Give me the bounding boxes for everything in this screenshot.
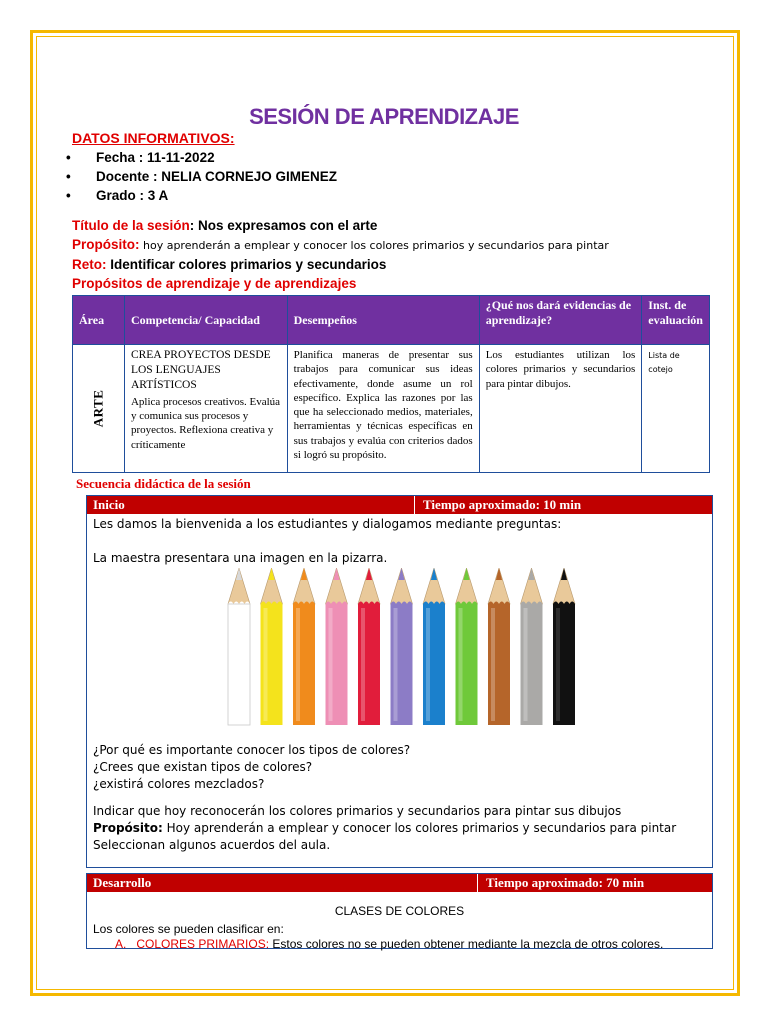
evidencias-cell: Los estudiantes utilizan los colores primarios y secundarios para pintar dibujos. [479, 345, 642, 473]
instrumento-cell [642, 345, 710, 473]
proposito-inicio-value: Hoy aprenderán a emplear y conocer los colores primarios y secundarios para pintar [162, 821, 677, 835]
pencil-icon [488, 568, 510, 725]
pencil-icon [423, 568, 445, 725]
table-header-row [73, 296, 710, 345]
clasificar-text: Los colores se pueden clasificar en: [93, 922, 284, 936]
primarios-item [93, 937, 706, 952]
pencil-icon [228, 568, 250, 725]
datos-item-grado: • Grado : 3 A [64, 186, 337, 205]
reto-label: Reto: [72, 257, 107, 272]
competencia-title: CREA PROYECTOS DESDE LOS LENGUAJES ARTÍSTICOS [130, 349, 271, 391]
desarrollo-body [87, 892, 712, 954]
question-item: ¿existirá colores mezclados? [93, 777, 265, 791]
proposito-line [72, 237, 609, 252]
page-title: SESIÓN DE APRENDIZAJE [249, 104, 519, 129]
pencil-icon [553, 568, 575, 725]
titulo-value: : Nos expresamos con el arte [189, 218, 378, 233]
header-evidencias: ¿Qué nos dará evidencias de aprendizaje? [479, 296, 642, 345]
proposito-inicio-label: Propósito: [93, 821, 163, 835]
competencia-cell [124, 345, 287, 473]
inicio-label: Inicio [87, 496, 415, 514]
area-cell [73, 345, 125, 473]
desarrollo-box [86, 873, 713, 949]
desempenos-cell: Planifica maneras de presentar sus trabajos para comunicar sus ideas efectivamente, donde asume un rol específico. Explica las razones por las que ha seleccionado medios, materiales, herramientas y técnicas específicas en sus trabajos y evalúa con criterios dados si logró su propósito. [287, 345, 479, 473]
datos-list [64, 148, 337, 205]
inicio-line: La maestra presentara una imagen en la pizarra. [93, 551, 388, 565]
pencil-icon [293, 568, 315, 725]
header-area: Área [73, 296, 125, 345]
primarios-label: COLORES PRIMARIOS: [136, 937, 270, 951]
question-item: ¿Crees que existan tipos de colores? [93, 760, 313, 774]
propositos-heading: Propósitos de aprendizaje y de aprendizajes [72, 276, 357, 291]
instrumento-text: Lista de cotejo [648, 351, 680, 375]
colored-pencils-image [224, 568, 584, 728]
acuerdos-text: Seleccionan algunos acuerdos del aula. [93, 838, 331, 852]
primarios-text: Estos colores no se pueden obtener mediante la mezcla de otros colores. [269, 937, 664, 951]
reto-value: Identificar colores primarios y secundarios [106, 257, 387, 272]
secuencia-heading: Secuencia didáctica de la sesión [76, 476, 251, 491]
proposito-inicio [93, 820, 706, 837]
titulo-label: Título de la sesión [72, 218, 190, 233]
spacer [93, 793, 706, 803]
indicar-text: Indicar que hoy reconocerán los colores primarios y secundarios para pintar sus dibujos [93, 804, 622, 818]
pencil-icon [326, 568, 348, 725]
learning-table [72, 295, 710, 473]
desarrollo-tiempo: Tiempo aproximado: 70 min [486, 875, 645, 890]
inicio-line: Les damos la bienvenida a los estudiantes y dialogamos mediante preguntas: [93, 517, 562, 531]
datos-heading: DATOS INFORMATIVOS: [72, 130, 235, 146]
header-competencia: Competencia/ Capacidad [124, 296, 287, 345]
desarrollo-bar [87, 874, 712, 892]
inicio-line [93, 533, 706, 550]
table-row [73, 345, 710, 473]
datos-item-docente: • Docente : NELIA CORNEJO GIMENEZ [64, 167, 337, 186]
proposito-label: Propósito: [72, 237, 140, 252]
pencil-icon [391, 568, 413, 725]
inicio-questions [87, 740, 712, 856]
capacidades-text: Aplica procesos creativos. Evalúa y comunica sus procesos y proyectos. Reflexiona creativa y críticamente [130, 395, 281, 451]
titulo-line [72, 218, 377, 233]
header-desempenos: Desempeños [287, 296, 479, 345]
area-label: ARTE [90, 389, 106, 428]
clases-title: CLASES DE COLORES [334, 904, 465, 918]
desarrollo-label: Desarrollo [87, 874, 478, 892]
pencil-icon [261, 568, 283, 725]
header-instrumento: Inst. de evaluación [642, 296, 710, 345]
inicio-bar [87, 496, 712, 514]
pencil-icon [521, 568, 543, 725]
datos-item-fecha: • Fecha : 11-11-2022 [64, 148, 337, 167]
proposito-value: hoy aprenderán a emplear y conocer los colores primarios y secundarios para pintar [139, 239, 609, 252]
inicio-tiempo: Tiempo aproximado: 10 min [423, 497, 582, 512]
pencil-icon [456, 568, 478, 725]
reto-line [72, 257, 386, 272]
pencil-icon [358, 568, 380, 725]
question-item: ¿Por qué es importante conocer los tipos de colores? [93, 743, 411, 757]
primarios-marker: A. [115, 937, 127, 951]
inicio-body [87, 514, 712, 569]
